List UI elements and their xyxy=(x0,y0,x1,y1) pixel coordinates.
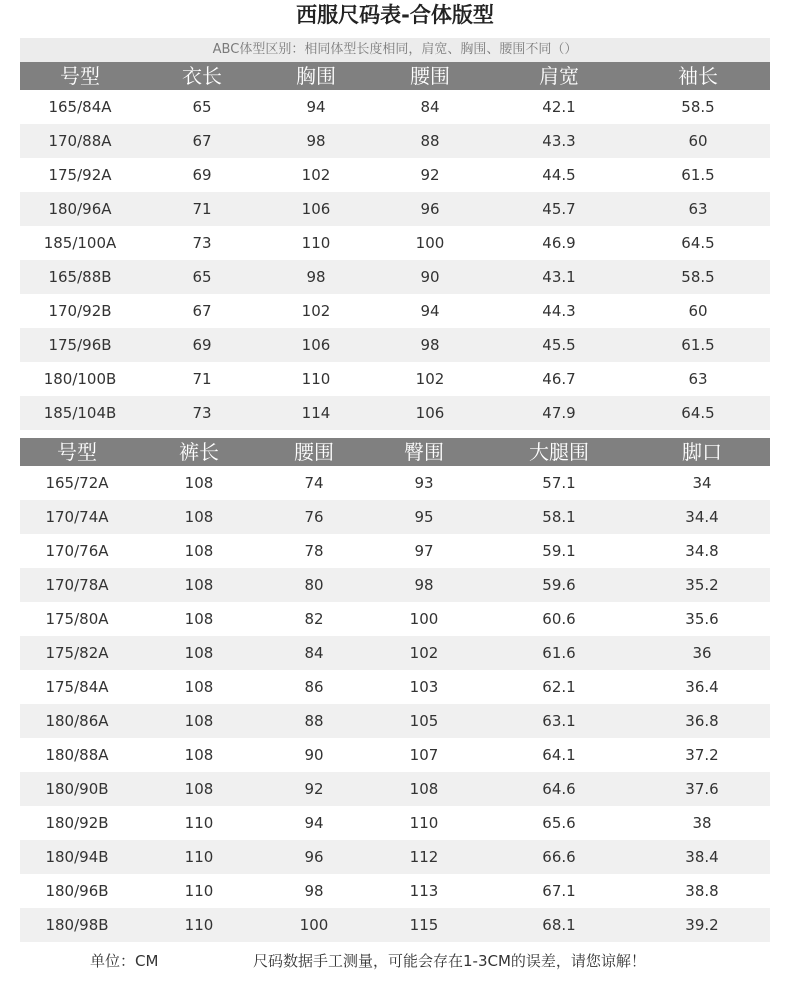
table-cell: 95 xyxy=(364,500,484,534)
table-cell: 108 xyxy=(134,670,264,704)
table-cell: 37.6 xyxy=(634,772,770,806)
table-cell: 180/94B xyxy=(20,840,134,874)
body-type-note: ABC体型区别：相同体型长度相同，肩宽、胸围、腰围不同（） xyxy=(20,38,770,62)
table-cell: 61.5 xyxy=(626,328,770,362)
table-cell: 36.4 xyxy=(634,670,770,704)
table-cell: 165/72A xyxy=(20,466,134,500)
header-cell: 大腿围 xyxy=(484,438,634,466)
table-cell: 74 xyxy=(264,466,364,500)
table-cell: 165/84A xyxy=(20,90,140,124)
table-cell: 34.8 xyxy=(634,534,770,568)
table-cell: 114 xyxy=(264,396,368,430)
footer xyxy=(20,946,770,976)
table-cell: 175/82A xyxy=(20,636,134,670)
table-cell: 108 xyxy=(134,636,264,670)
table-cell: 170/88A xyxy=(20,124,140,158)
table-cell: 106 xyxy=(264,192,368,226)
table-cell: 175/84A xyxy=(20,670,134,704)
table-cell: 110 xyxy=(134,806,264,840)
table-cell: 96 xyxy=(264,840,364,874)
table-cell: 100 xyxy=(264,908,364,942)
header-cell: 臀围 xyxy=(364,438,484,466)
table-row xyxy=(20,500,770,534)
table-cell: 97 xyxy=(364,534,484,568)
table-cell: 94 xyxy=(368,294,492,328)
table-row xyxy=(20,534,770,568)
table-cell: 108 xyxy=(134,466,264,500)
header-cell: 肩宽 xyxy=(492,62,626,90)
table-cell: 45.7 xyxy=(492,192,626,226)
table-cell: 110 xyxy=(264,226,368,260)
table-cell: 82 xyxy=(264,602,364,636)
table-row xyxy=(20,466,770,500)
table-row xyxy=(20,602,770,636)
table-row xyxy=(20,806,770,840)
table-cell: 105 xyxy=(364,704,484,738)
table-cell: 170/78A xyxy=(20,568,134,602)
table-cell: 102 xyxy=(368,362,492,396)
table-cell: 37.2 xyxy=(634,738,770,772)
table-cell: 64.5 xyxy=(626,226,770,260)
table-cell: 110 xyxy=(264,362,368,396)
table-cell: 67.1 xyxy=(484,874,634,908)
header-cell: 胸围 xyxy=(264,62,368,90)
table-cell: 170/92B xyxy=(20,294,140,328)
table-cell: 110 xyxy=(364,806,484,840)
table-row xyxy=(20,670,770,704)
header-cell: 号型 xyxy=(20,62,140,90)
header-cell: 脚口 xyxy=(634,438,770,466)
table-cell: 66.6 xyxy=(484,840,634,874)
pants-header-row xyxy=(20,438,770,466)
table-cell: 185/100A xyxy=(20,226,140,260)
table-row xyxy=(20,568,770,602)
table-cell: 67 xyxy=(140,294,264,328)
table-cell: 170/76A xyxy=(20,534,134,568)
table-cell: 180/88A xyxy=(20,738,134,772)
table-cell: 108 xyxy=(134,500,264,534)
table-cell: 92 xyxy=(368,158,492,192)
table-cell: 58.1 xyxy=(484,500,634,534)
table-cell: 100 xyxy=(364,602,484,636)
header-cell: 袖长 xyxy=(626,62,770,90)
table-cell: 67 xyxy=(140,124,264,158)
jacket-header-row xyxy=(20,62,770,90)
table-cell: 36.8 xyxy=(634,704,770,738)
table-cell: 43.3 xyxy=(492,124,626,158)
table-cell: 61.6 xyxy=(484,636,634,670)
table-cell: 62.1 xyxy=(484,670,634,704)
table-cell: 108 xyxy=(134,568,264,602)
table-cell: 106 xyxy=(368,396,492,430)
table-cell: 71 xyxy=(140,192,264,226)
table-cell: 78 xyxy=(264,534,364,568)
table-cell: 94 xyxy=(264,806,364,840)
table-cell: 115 xyxy=(364,908,484,942)
table-cell: 98 xyxy=(264,260,368,294)
header-cell: 裤长 xyxy=(134,438,264,466)
table-cell: 180/92B xyxy=(20,806,134,840)
table-cell: 108 xyxy=(134,704,264,738)
unit-label: 单位：CM xyxy=(90,952,159,970)
table-cell: 113 xyxy=(364,874,484,908)
page-title: 西服尺码表-合体版型 xyxy=(296,3,494,27)
table-cell: 34 xyxy=(634,466,770,500)
table-cell: 69 xyxy=(140,328,264,362)
table-cell: 165/88B xyxy=(20,260,140,294)
table-cell: 90 xyxy=(264,738,364,772)
table-cell: 175/92A xyxy=(20,158,140,192)
table-row xyxy=(20,396,770,430)
jacket-size-table xyxy=(20,62,770,430)
table-cell: 96 xyxy=(368,192,492,226)
table-cell: 64.1 xyxy=(484,738,634,772)
table-cell: 108 xyxy=(134,738,264,772)
table-cell: 34.4 xyxy=(634,500,770,534)
table-cell: 39.2 xyxy=(634,908,770,942)
table-row xyxy=(20,840,770,874)
table-cell: 110 xyxy=(134,874,264,908)
table-row xyxy=(20,636,770,670)
table-cell: 64.5 xyxy=(626,396,770,430)
table-cell: 38.8 xyxy=(634,874,770,908)
table-row xyxy=(20,362,770,396)
table-cell: 44.5 xyxy=(492,158,626,192)
table-row xyxy=(20,328,770,362)
table-row xyxy=(20,294,770,328)
table-cell: 106 xyxy=(264,328,368,362)
table-cell: 46.7 xyxy=(492,362,626,396)
table-cell: 76 xyxy=(264,500,364,534)
table-cell: 35.2 xyxy=(634,568,770,602)
table-row xyxy=(20,874,770,908)
table-cell: 88 xyxy=(368,124,492,158)
table-cell: 98 xyxy=(368,328,492,362)
table-cell: 47.9 xyxy=(492,396,626,430)
table-cell: 73 xyxy=(140,226,264,260)
table-cell: 98 xyxy=(364,568,484,602)
table-cell: 36 xyxy=(634,636,770,670)
table-row xyxy=(20,704,770,738)
header-cell: 腰围 xyxy=(264,438,364,466)
table-cell: 68.1 xyxy=(484,908,634,942)
table-cell: 185/104B xyxy=(20,396,140,430)
table-cell: 180/90B xyxy=(20,772,134,806)
table-cell: 94 xyxy=(264,90,368,124)
header-cell: 腰围 xyxy=(368,62,492,90)
table-cell: 73 xyxy=(140,396,264,430)
table-cell: 84 xyxy=(368,90,492,124)
table-cell: 180/96A xyxy=(20,192,140,226)
table-row xyxy=(20,908,770,942)
table-cell: 45.5 xyxy=(492,328,626,362)
table-cell: 42.1 xyxy=(492,90,626,124)
table-cell: 38.4 xyxy=(634,840,770,874)
table-cell: 65 xyxy=(140,90,264,124)
table-cell: 108 xyxy=(134,602,264,636)
table-cell: 100 xyxy=(368,226,492,260)
table-row xyxy=(20,192,770,226)
table-row xyxy=(20,226,770,260)
table-cell: 44.3 xyxy=(492,294,626,328)
table-row xyxy=(20,738,770,772)
table-cell: 102 xyxy=(264,294,368,328)
table-cell: 102 xyxy=(264,158,368,192)
table-cell: 180/100B xyxy=(20,362,140,396)
table-cell: 60 xyxy=(626,124,770,158)
pants-size-table xyxy=(20,438,770,942)
table-row xyxy=(20,124,770,158)
table-row xyxy=(20,90,770,124)
table-cell: 90 xyxy=(368,260,492,294)
table-cell: 43.1 xyxy=(492,260,626,294)
table-cell: 102 xyxy=(364,636,484,670)
header-cell: 号型 xyxy=(20,438,134,466)
table-cell: 64.6 xyxy=(484,772,634,806)
table-cell: 59.1 xyxy=(484,534,634,568)
table-cell: 63 xyxy=(626,192,770,226)
table-cell: 60.6 xyxy=(484,602,634,636)
table-cell: 58.5 xyxy=(626,260,770,294)
table-row xyxy=(20,260,770,294)
table-cell: 110 xyxy=(134,908,264,942)
table-cell: 57.1 xyxy=(484,466,634,500)
table-cell: 65.6 xyxy=(484,806,634,840)
table-cell: 65 xyxy=(140,260,264,294)
table-cell: 108 xyxy=(134,534,264,568)
table-cell: 71 xyxy=(140,362,264,396)
table-cell: 46.9 xyxy=(492,226,626,260)
table-cell: 110 xyxy=(134,840,264,874)
table-cell: 60 xyxy=(626,294,770,328)
table-cell: 98 xyxy=(264,124,368,158)
table-cell: 63 xyxy=(626,362,770,396)
table-cell: 180/98B xyxy=(20,908,134,942)
table-cell: 86 xyxy=(264,670,364,704)
table-cell: 175/80A xyxy=(20,602,134,636)
table-cell: 80 xyxy=(264,568,364,602)
table-cell: 98 xyxy=(264,874,364,908)
table-cell: 35.6 xyxy=(634,602,770,636)
table-cell: 93 xyxy=(364,466,484,500)
table-cell: 69 xyxy=(140,158,264,192)
table-cell: 175/96B xyxy=(20,328,140,362)
table-cell: 92 xyxy=(264,772,364,806)
table-cell: 112 xyxy=(364,840,484,874)
table-cell: 108 xyxy=(134,772,264,806)
table-cell: 103 xyxy=(364,670,484,704)
table-row xyxy=(20,772,770,806)
table-cell: 180/96B xyxy=(20,874,134,908)
table-cell: 88 xyxy=(264,704,364,738)
measurement-note: 尺码数据手工测量，可能会存在1-3CM的误差，请您谅解！ xyxy=(253,952,646,970)
table-cell: 59.6 xyxy=(484,568,634,602)
table-row xyxy=(20,158,770,192)
table-cell: 108 xyxy=(364,772,484,806)
table-cell: 61.5 xyxy=(626,158,770,192)
table-cell: 180/86A xyxy=(20,704,134,738)
table-cell: 58.5 xyxy=(626,90,770,124)
header-cell: 衣长 xyxy=(140,62,264,90)
table-cell: 170/74A xyxy=(20,500,134,534)
table-cell: 107 xyxy=(364,738,484,772)
table-cell: 84 xyxy=(264,636,364,670)
table-cell: 38 xyxy=(634,806,770,840)
table-cell: 63.1 xyxy=(484,704,634,738)
